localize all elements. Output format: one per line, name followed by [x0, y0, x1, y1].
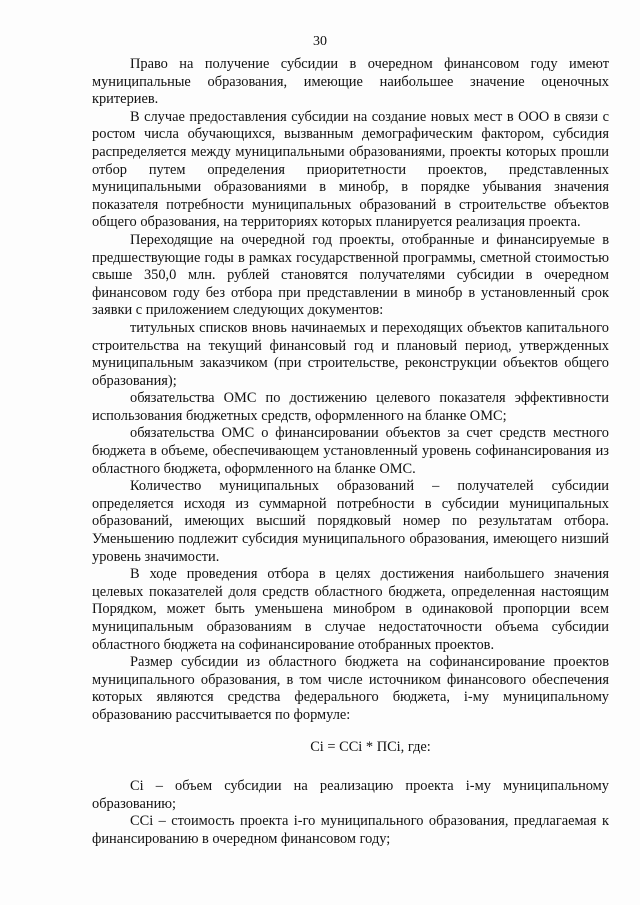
list-item-title-lists: титульных списков вновь начинаемых и переходящих объектов капитального строительства на текущий финансовый год и плановый период, утвержденных муниципальным заказчиком (при строительстве, реконструкции объектов общего образования);: [92, 319, 609, 389]
paragraph-recipient-count: Количество муниципальных образований – получателей субсидии определяется исходя из суммарной потребности в субсидии муниципальных образований, имеющих высший порядковый номер по результатам отбора. Уменьшению подлежит субсидия муниципального образования, имеющего низший уровень значимости.: [92, 478, 609, 565]
definition-ci: Ci – объем субсидии на реализацию проекта i-му муниципальному образованию;: [92, 778, 609, 812]
definition-cci: ССi – стоимость проекта i-го муниципального образования, предлагаемая к финансированию в очередном финансовом году;: [92, 813, 609, 847]
paragraph-eligibility: Право на получение субсидии в очередном финансовом году имеют муниципальные образования, имеющие наибольшее значение оценочных критериев.: [92, 56, 609, 108]
paragraph-share-reduction: В ходе проведения отбора в целях достижения наибольшего значения целевых показателей доля средств областного бюджета, определенная настоящим Порядком, может быть уменьшена минобром в одинаковой пропорции всем муниципальным образованиям в случае недостаточности объема субсидии областного бюджета на софинансирование отобранных проектов.: [92, 566, 609, 653]
page-number: 30: [313, 34, 327, 49]
paragraph-new-places: В случае предоставления субсидии на создание новых мест в ООО в связи с ростом числа обучающихся, вызванным демографическим фактором, субсидия распределяется между муниципальными образованиями, проекты которых прошли отбор путем определения приоритетности проектов, представленных муниципальными образованиями в минобр, в порядке убывания значения показателя потребности муниципальных образований в строительстве объектов общего образования, на территориях которых планируется реализация проекта.: [92, 108, 609, 231]
subsidy-formula: Ci = ССi * ПCi, где:: [310, 738, 431, 755]
document-body: [92, 56, 609, 849]
list-item-efficiency-obligation: обязательства ОМС по достижению целевого показателя эффективности использования бюджетных средств, оформленного на бланке ОМС;: [92, 390, 609, 424]
paragraph-subsidy-size: Размер субсидии из областного бюджета на софинансирование проектов муниципального образования, в том числе источником финансового обеспечения которых являются средства федерального бюджета, i-му муниципальному образованию рассчитывается по формуле:: [92, 654, 609, 723]
list-item-financing-obligation: обязательства ОМС о финансировании объектов за счет средств местного бюджета в объеме, обеспечивающем установленный уровень софинансирования из областного бюджета, оформленного на бланке ОМС.: [92, 425, 609, 477]
paragraph-transitional-projects: Переходящие на очередной год проекты, отобранные и финансируемые в предшествующие годы в рамках государственной программы, сметной стоимостью свыше 350,0 млн. рублей становятся получателями субсидии в очередном финансовом году без отбора при представлении в минобр в установленный срок заявки с приложением следующих документов:: [92, 231, 609, 319]
